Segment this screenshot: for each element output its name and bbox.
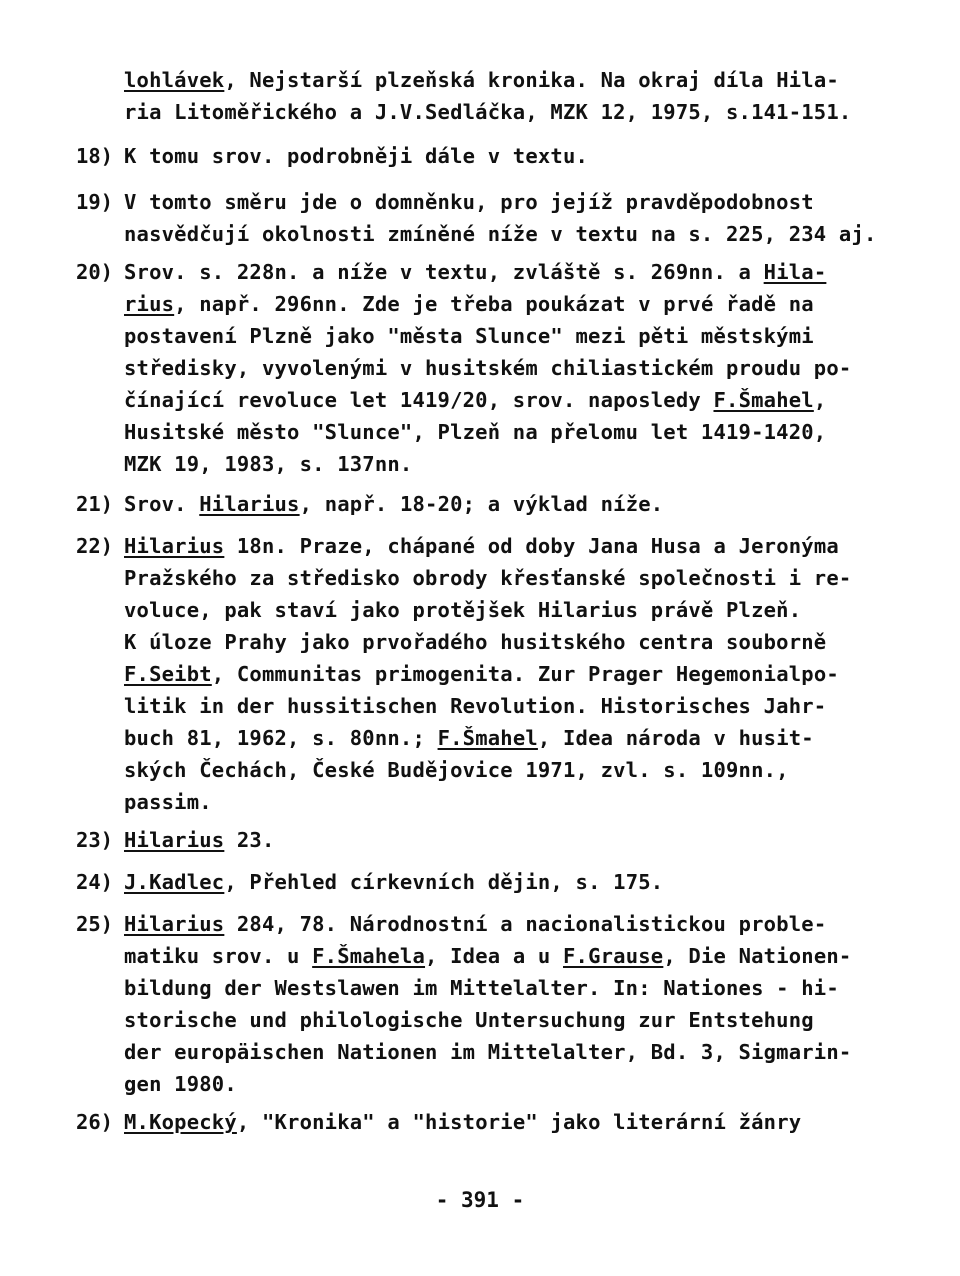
text-segment: nasvědčují okolnosti zmíněné níže v textu na s. 225, 234 aj.: [124, 222, 877, 246]
footnote-line: [124, 454, 412, 475]
text-segment: , např. 296nn. Zde je třeba poukázat v prvé řadě na: [174, 292, 814, 316]
underlined-citation: Hilarius: [124, 912, 225, 936]
footnote-line: [124, 536, 839, 557]
footnote-line: [124, 70, 839, 91]
text-segment: , Idea a u: [425, 944, 563, 968]
footnote-line: [124, 946, 851, 967]
footnote-line: [124, 1042, 851, 1063]
underlined-citation: F.Grause: [563, 944, 664, 968]
footnote-number: 24): [76, 870, 114, 894]
text-segment: litik in der hussitischen Revolution. Historisches Jahr-: [124, 694, 827, 718]
footnote-number: 19): [76, 190, 114, 214]
footnote-line: [124, 294, 814, 315]
footnote-line: [124, 696, 826, 717]
footnote-line: [124, 494, 663, 515]
text-segment: , "Kronika" a "historie" jako literární žánry: [236, 1110, 802, 1134]
underlined-citation: F.Šmahel: [437, 726, 538, 750]
text-segment: storische und philologische Untersuchung zur Entstehung: [124, 1008, 814, 1032]
text-segment: matiku srov. u: [124, 944, 313, 968]
underlined-citation: Hilarius: [124, 534, 225, 558]
footnote-line: [124, 326, 814, 347]
text-segment: V tomto směru jde o domněnku, pro jejíž pravděpodobnost: [124, 190, 814, 214]
text-segment: K tomu srov. podrobněji dále v textu.: [124, 144, 589, 168]
footnote-line: [124, 422, 826, 443]
text-segment: bildung der Westslawen im Mittelalter. In: Nationes - hi-: [124, 976, 839, 1000]
text-segment: čínající revoluce let 1419/20, srov. naposledy: [124, 388, 714, 412]
text-segment: voluce, pak staví jako protějšek Hilarius právě Plzeň.: [124, 598, 802, 622]
text-segment: 284, 78. Národnostní a nacionalistickou proble-: [224, 912, 827, 936]
underlined-citation: Hilarius: [199, 492, 300, 516]
footnote-line: [124, 632, 826, 653]
footnote-number: 26): [76, 1110, 114, 1134]
text-segment: ,: [813, 388, 827, 412]
footnote-line: [124, 914, 826, 935]
footnote-line: [124, 978, 839, 999]
footnote-line: [124, 1112, 801, 1133]
text-segment: středisky, vyvolenými v husitském chiliastickém proudu po-: [124, 356, 852, 380]
text-segment: Srov. s. 228n. a níže v textu, zvláště s. 269nn. a: [124, 260, 764, 284]
underlined-citation: M.Kopecký: [124, 1110, 237, 1134]
footnote-line: [124, 224, 877, 245]
footnote-line: [124, 760, 789, 781]
footnote-number: 23): [76, 828, 114, 852]
underlined-citation: Hila-: [763, 260, 827, 284]
footnote-line: [124, 728, 814, 749]
text-segment: MZK 19, 1983, s. 137nn.: [124, 452, 413, 476]
text-segment: , např. 18-20; a výklad níže.: [299, 492, 664, 516]
footnote-line: [124, 1074, 237, 1095]
text-segment: Srov.: [124, 492, 200, 516]
underlined-citation: lohlávek: [124, 68, 225, 92]
underlined-citation: J.Kadlec: [124, 870, 225, 894]
text-segment: , Communitas primogenita. Zur Prager Hegemonialpo-: [211, 662, 839, 686]
footnote-number: 18): [76, 144, 114, 168]
footnote-line: [124, 872, 663, 893]
text-segment: ria Litoměřického a J.V.Sedláčka, MZK 12, 1975, s.141-151.: [124, 100, 852, 124]
text-segment: ských Čechách, České Budějovice 1971, zvl. s. 109nn.,: [124, 758, 789, 782]
text-segment: Husitské město "Slunce", Plzeň na přelomu let 1419-1420,: [124, 420, 827, 444]
underlined-citation: F.Šmahela: [312, 944, 426, 968]
footnote-line: [124, 358, 851, 379]
footnote-number: 20): [76, 260, 114, 284]
text-segment: buch 81, 1962, s. 80nn.;: [124, 726, 438, 750]
footnote-number: 25): [76, 912, 114, 936]
underlined-citation: Hilarius: [124, 828, 225, 852]
text-segment: , Nejstarší plzeňská kronika. Na okraj díla Hila-: [224, 68, 839, 92]
underlined-citation: rius: [124, 292, 175, 316]
underlined-citation: F.Šmahel: [713, 388, 814, 412]
footnote-line: [124, 146, 588, 167]
text-segment: 23.: [224, 828, 275, 852]
text-segment: 18n. Praze, chápané od doby Jana Husa a Jeronýma: [224, 534, 839, 558]
text-segment: passim.: [124, 790, 212, 814]
footnote-line: [124, 664, 839, 685]
footnote-line: [124, 830, 275, 851]
text-segment: der europäischen Nationen im Mittelalter, Bd. 3, Sigmarin-: [124, 1040, 852, 1064]
footnote-line: [124, 102, 851, 123]
footnote-number: 21): [76, 492, 114, 516]
text-segment: gen 1980.: [124, 1072, 237, 1096]
text-segment: Pražského za středisko obrody křesťanské společnosti i re-: [124, 566, 852, 590]
footnote-line: [124, 192, 814, 213]
footnote-line: [124, 262, 826, 283]
text-segment: , Idea národa v husit-: [537, 726, 814, 750]
page-number: - 391 -: [435, 1188, 525, 1212]
footnote-line: [124, 792, 212, 813]
footnote-line: [124, 568, 851, 589]
text-segment: , Die Nationen-: [663, 944, 852, 968]
underlined-citation: F.Seibt: [124, 662, 212, 686]
footnote-line: [124, 390, 826, 411]
text-segment: , Přehled církevních dějin, s. 175.: [224, 870, 664, 894]
text-segment: postavení Plzně jako "města Slunce" mezi pěti městskými: [124, 324, 814, 348]
text-segment: K úloze Prahy jako prvořadého husitského centra souborně: [124, 630, 827, 654]
footnote-line: [124, 1010, 814, 1031]
footnote-number: 22): [76, 534, 114, 558]
footnote-line: [124, 600, 801, 621]
